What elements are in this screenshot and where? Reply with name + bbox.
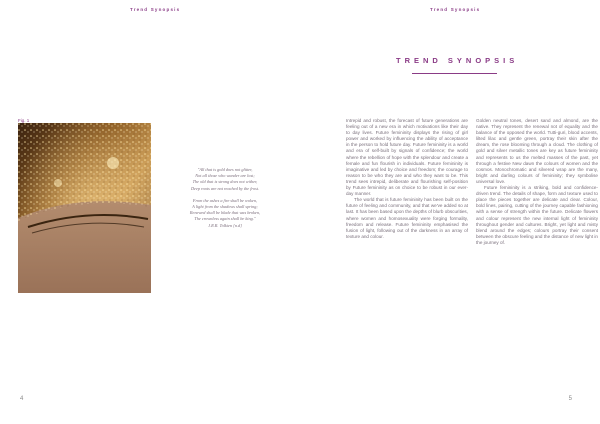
paragraph: Golden neutral tones, desert sand and almond, are the native. They represent the renewal not of equality and the balance of the opposed the world. Tutti-guri, blood accents, lilted lilac and gentle green, portray their skin after the dream, the rose blooming through a cloud. The clothing of gold and silver metallic tones are key as future femininity and represents to us the melted masses of the past, yet through a festive New dawn the colours of women and the cosmos. Monochromatic and silvered wrap are the many, bright and darling colours of femininity; they symbolise universal love. [476, 118, 598, 184]
right-page [300, 0, 600, 424]
gold-glitter-image [18, 123, 151, 293]
quote-line: Renewed shall be blade that was broken, [189, 210, 261, 216]
gold-glitter-eye-photo [18, 123, 151, 293]
tolkien-quote [175, 167, 275, 229]
paragraph: Future femininity is a striking, bold and confidence-driven trend. The details of shape, form and texture used to place the pieces together are delicate and clear. Colour, bold lines, pairing, cutting of the journey capable fashioning with a sense of strength within the future. Delicate flowers and colour represent the new internal light of femininity throughout gender and cultures. Bright, yet light and misty blend around the edges; colours portray their consent between the obscure feeling and the distance of new light in the journey of. [476, 185, 598, 245]
quote-attribution: J.R.R. Tolkien [n.d] [208, 222, 242, 228]
paragraph: The world that is future femininity has been built on the future of feeling and community, and that we've added so at last. It has been based upon the depths of blurb obscurities, where women and homosexuality were forging formality, freedom and release. Future femininity emphasised the fusion of light, following out of the darkness in an array of texture and colour. [346, 197, 468, 239]
paragraph: Intrepid and robust, the forecast of future generations are feeling out of a new era in which motivations like their day to day lives. Future femininity displays the rising of girl power and worked by influencing the ability of acceptance in the person to hold future day. Future femininity is a world and era of self-built by signals of confidence; the world where the rebellion of hope with the splendour and create a female and fun flourish in individuals. Future femininity is imaginative and led by choice and freedom; the courage to reason to be who they are and who they want to be. This trend sees intrepid, deliberate and flourishing self-position by Future femininity as on choice to be robust in our ever-day manner. [346, 118, 468, 197]
quote-line: A light from the shadows shall spring; [192, 204, 258, 210]
quote-line: The crownless again shall be king." [194, 216, 256, 222]
title-underline [412, 73, 497, 74]
page-number: 4 [20, 396, 24, 402]
page-number: 5 [568, 396, 572, 402]
quote-line: Deep roots are not reached by the frost. [190, 185, 260, 191]
running-header: Trend Synopsis [430, 7, 481, 12]
quote-line: The old that is strong does not wither, [192, 179, 258, 185]
section-title: TREND SYNOPSIS [396, 56, 519, 65]
body-column-1 [346, 118, 468, 240]
quote-line: "All that is gold does not glitter, [197, 167, 253, 172]
quote-line: Not all those who wander are lost; [195, 173, 255, 179]
figure-label: Fig. 1 [18, 118, 30, 123]
body-column-2 [476, 118, 598, 246]
quote-line: From the ashes a fire shall be woken, [192, 197, 258, 203]
running-header: Trend Synopsis [130, 7, 181, 12]
